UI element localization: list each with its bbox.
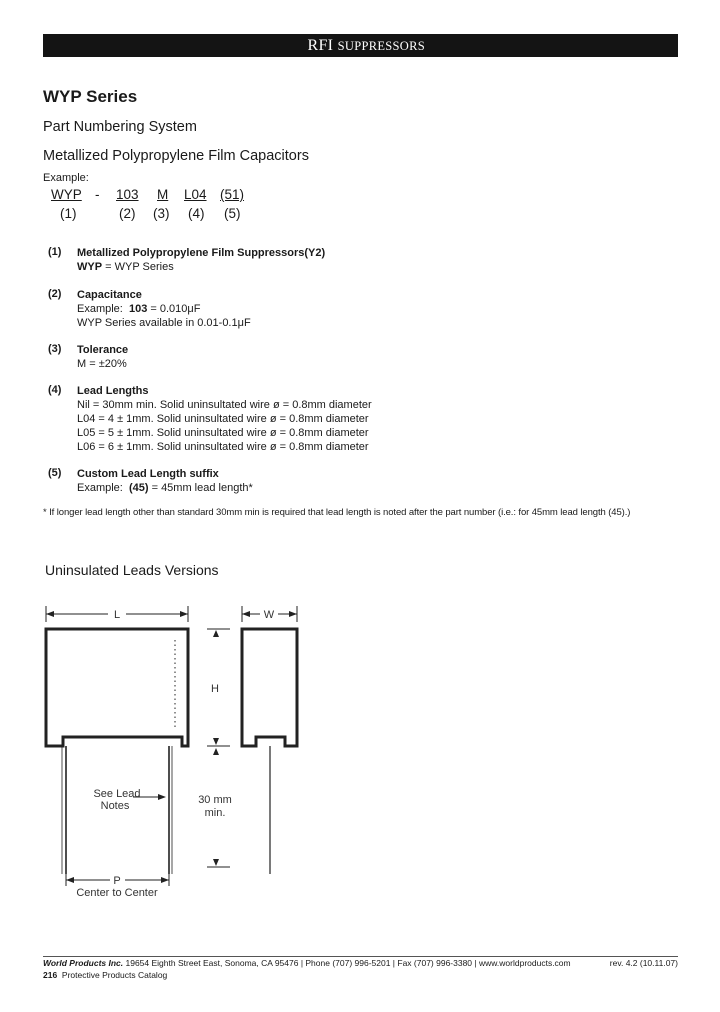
banner-smallcaps: SUPPRESSORS bbox=[337, 39, 425, 53]
item-num-3: (3) bbox=[48, 343, 62, 355]
footer-company: World Products Inc. bbox=[43, 958, 124, 968]
label-min: min. bbox=[204, 807, 226, 819]
item-title: Capacitance bbox=[77, 289, 142, 301]
item-title: Custom Lead Length suffix bbox=[77, 468, 219, 480]
subtitle-capacitors: Metallized Polypropylene Film Capacitors bbox=[43, 148, 309, 164]
pn-suffix: (51) bbox=[220, 187, 245, 202]
item-text: WYP Series available in 0.01-0.1μF bbox=[77, 317, 251, 329]
arrow-head bbox=[289, 611, 297, 617]
item-text: Example: bbox=[77, 303, 129, 315]
item-title: Tolerance bbox=[77, 344, 129, 356]
label-H: H bbox=[211, 683, 219, 695]
example-label: Example: bbox=[43, 172, 89, 184]
subtitle-part-numbering: Part Numbering System bbox=[43, 119, 197, 135]
label-notes: Notes bbox=[100, 800, 130, 812]
pn-index-2: (2) bbox=[119, 206, 136, 221]
arrow-head bbox=[66, 877, 74, 883]
item-text: Example: bbox=[77, 482, 129, 494]
arrow-head bbox=[213, 859, 219, 866]
pn-index-4: (4) bbox=[188, 206, 205, 221]
pn-dash: - bbox=[95, 187, 100, 202]
label-center: Center to Center bbox=[76, 887, 158, 899]
footer-address: 19654 Eighth Street East, Sonoma, CA 95476 | Phone (707) 996-5201 | Fax (707) 996-3380 | www.worldproducts.com bbox=[123, 958, 571, 968]
pn-series: WYP bbox=[51, 187, 82, 202]
page-number: 216 bbox=[43, 970, 58, 980]
item-num-4: (4) bbox=[48, 384, 62, 396]
arrow-head bbox=[213, 738, 219, 745]
arrow-head bbox=[161, 877, 169, 883]
item-text: L04 = 4 ± 1mm. Solid uninsultated wire ø = 0.8mm diameter bbox=[77, 413, 369, 425]
footnote: * If longer lead length other than standard 30mm min is required that lead length is noted after the part number (i.e.: for 45mm lead length (45).) bbox=[43, 507, 631, 518]
banner-text: RFI bbox=[307, 37, 338, 54]
label-W: W bbox=[263, 609, 275, 621]
arrow-head bbox=[213, 630, 219, 637]
arrow-head bbox=[180, 611, 188, 617]
capacitor-body-front bbox=[46, 629, 188, 746]
pn-tolerance: M bbox=[157, 187, 169, 202]
item-title: Lead Lengths bbox=[77, 385, 149, 397]
pn-lead: L04 bbox=[184, 187, 207, 202]
pn-index-3: (3) bbox=[153, 206, 170, 221]
footer-contact bbox=[43, 956, 678, 968]
diagram-section-title: Uninsulated Leads Versions bbox=[45, 562, 219, 578]
label-30mm: 30 mm bbox=[198, 794, 232, 806]
capacitor-body-side bbox=[242, 629, 297, 746]
footer-page bbox=[43, 970, 167, 980]
footer-revision: rev. 4.2 (10.11.07) bbox=[609, 958, 678, 968]
arrow-head bbox=[213, 748, 219, 755]
label-P: P bbox=[113, 875, 121, 887]
label-see-lead: See Lead bbox=[93, 788, 141, 800]
item-text: L05 = 5 ± 1mm. Solid uninsultated wire ø = 0.8mm diameter bbox=[77, 427, 369, 439]
catalog-name: Protective Products Catalog bbox=[61, 970, 168, 980]
item-num-2: (2) bbox=[48, 288, 62, 300]
item-text: = 0.010μF bbox=[147, 303, 201, 315]
pn-capacitance: 103 bbox=[116, 187, 139, 202]
item-title: Metallized Polypropylene Film Suppressors(Y2) bbox=[77, 247, 326, 259]
pn-index-1: (1) bbox=[60, 206, 77, 221]
item-num-1: (1) bbox=[48, 246, 62, 258]
item-code: (45) bbox=[128, 482, 149, 494]
arrow-head bbox=[46, 611, 54, 617]
item-text: = 45mm lead length* bbox=[148, 482, 253, 494]
item-text: = WYP Series bbox=[102, 261, 174, 273]
item-code: 103 bbox=[128, 303, 148, 315]
item-text: L06 = 6 ± 1mm. Solid uninsultated wire ø = 0.8mm diameter bbox=[77, 441, 369, 453]
page-title: WYP Series bbox=[43, 87, 138, 106]
item-text: M = ±20% bbox=[77, 358, 127, 370]
item-num-5: (5) bbox=[48, 467, 62, 479]
item-code: WYP bbox=[77, 261, 103, 273]
item-text: Nil = 30mm min. Solid uninsultated wire ø = 0.8mm diameter bbox=[77, 399, 372, 411]
arrow-head bbox=[158, 794, 166, 800]
pn-index-5: (5) bbox=[224, 206, 241, 221]
label-L: L bbox=[113, 609, 121, 621]
arrow-head bbox=[242, 611, 250, 617]
